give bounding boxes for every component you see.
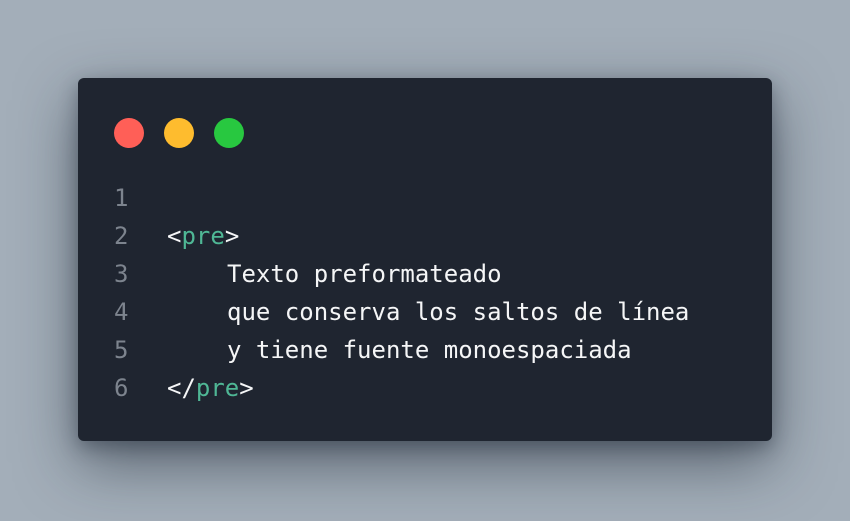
line-number: 3 xyxy=(114,260,129,288)
line-number: 6 xyxy=(114,374,129,402)
line-content: Texto preformateado xyxy=(227,260,502,288)
code-line xyxy=(78,369,772,407)
code-line xyxy=(78,331,772,369)
line-number: 4 xyxy=(114,298,129,326)
minimize-dot-icon[interactable] xyxy=(164,118,194,148)
code-block xyxy=(78,179,772,407)
line-content: que conserva los saltos de línea xyxy=(227,298,690,326)
line-number: 1 xyxy=(114,184,129,212)
code-line xyxy=(78,179,772,217)
line-number: 2 xyxy=(114,222,129,250)
line-content: y tiene fuente monoespaciada xyxy=(227,336,632,364)
maximize-dot-icon[interactable] xyxy=(214,118,244,148)
code-line xyxy=(78,293,772,331)
code-line xyxy=(78,217,772,255)
close-bracket: > xyxy=(224,222,240,250)
code-line xyxy=(78,255,772,293)
line-content xyxy=(167,369,254,407)
close-bracket: > xyxy=(239,374,254,402)
code-window xyxy=(78,78,772,441)
open-bracket: < xyxy=(167,222,182,250)
open-bracket: </ xyxy=(167,374,196,402)
line-number: 5 xyxy=(114,336,129,364)
tag-name: pre xyxy=(195,374,240,402)
close-dot-icon[interactable] xyxy=(114,118,144,148)
tag-name: pre xyxy=(181,222,225,250)
line-content xyxy=(167,217,239,255)
